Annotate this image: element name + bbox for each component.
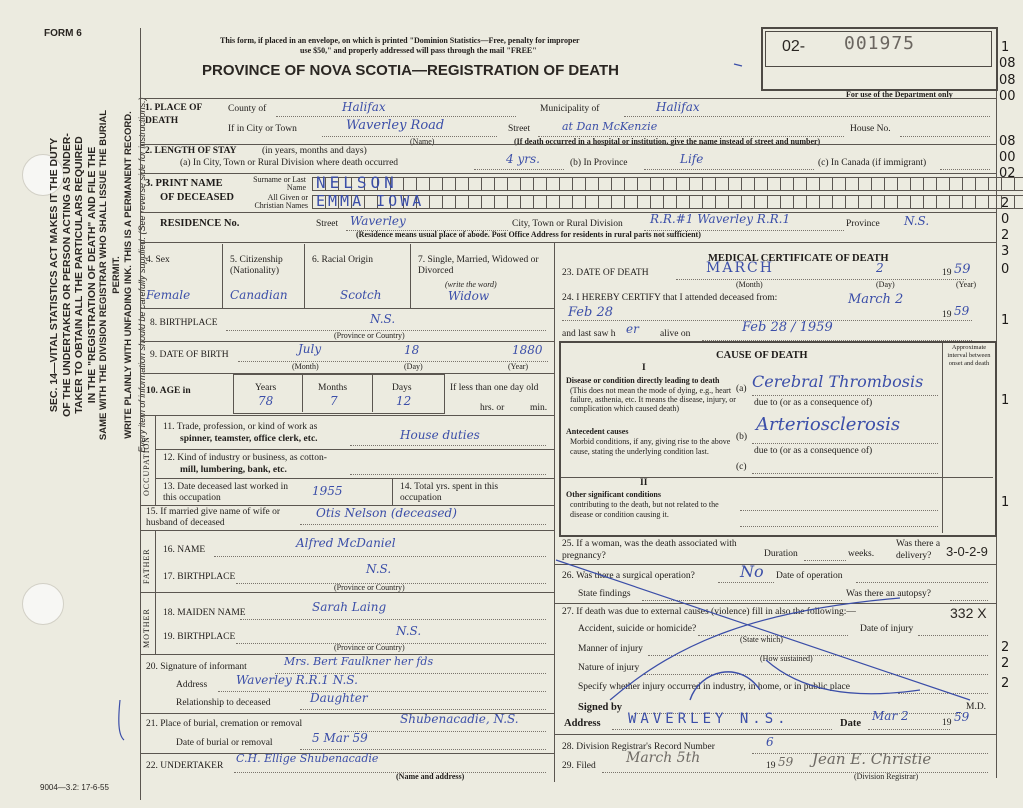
residence-city-value[interactable]: R.R.#1 Waverley R.R.1 (650, 212, 791, 226)
div-record-value[interactable]: 6 (766, 735, 774, 749)
margin-code: 08 (999, 73, 1016, 88)
interval-note: Approximate interval between onset and death (947, 344, 991, 367)
due-to-a: due to (or as a consequence of) (754, 398, 873, 408)
given-label: All Given or Christian Names (254, 193, 308, 210)
page-title: PROVINCE OF NOVA SCOTIA—REGISTRATION OF DEATH (202, 62, 619, 79)
father-name-value[interactable]: Alfred McDaniel (296, 536, 396, 550)
pregnancy-label: 25. If a woman, was the death associated with pregnancy? (562, 539, 737, 561)
signed-label: Signed by (578, 702, 623, 713)
trade-sub: spinner, teamster, office clerk, etc. (180, 434, 318, 444)
sidebar-line: Every item of information should be carefully supplied. (See reverse side for instructions.) (136, 97, 147, 453)
other-label: Other significant conditions (566, 490, 661, 499)
due-to-b: due to (or as a consequence of) (754, 446, 873, 456)
residence-province-value[interactable]: N.S. (904, 214, 930, 228)
attend-year-prefix: 19 (942, 310, 952, 320)
industry-sub: mill, lumbering, bank, etc. (180, 465, 287, 475)
mother-birthplace-sub: (Province or Country) (334, 643, 405, 652)
sidebar-line: OF THE UNDERTAKER OR PERSON ACTING AS UNDER- (60, 133, 73, 417)
last-worked-value[interactable]: 1955 (312, 484, 343, 498)
undertaker-value[interactable]: C.H. Ellige Shubenacadie (236, 752, 379, 765)
dod-day-sub: (Day) (876, 280, 895, 289)
form-label: FORM 6 (44, 28, 82, 39)
sidebar-line: IN THE "REGISTRATION OF DEATH" AND FILE THE (85, 146, 98, 404)
dod-year-sub: (Year) (956, 280, 977, 289)
age-label: 10. AGE in (146, 386, 191, 396)
sex-label: 4. Sex (146, 255, 170, 265)
age-months-value[interactable]: 7 (330, 394, 338, 408)
state-findings-label: State findings (578, 589, 631, 599)
med-address-label: Address (564, 718, 601, 729)
margin-code: 00 (999, 150, 1016, 165)
div-record-label: 28. Division Registrar's Record Number (562, 742, 715, 752)
footer-code: 9004—3.2: 17-6-55 (40, 783, 109, 792)
municipality-value[interactable]: Halifax (656, 100, 700, 114)
manner-label: Manner of injury (578, 644, 643, 654)
length-of-stay-label: 2. LENGTH OF STAY (145, 146, 237, 156)
dob-day[interactable]: 18 (404, 343, 420, 357)
med-date-value[interactable]: Mar 2 (872, 709, 909, 723)
margin-code: 2 (1001, 640, 1010, 655)
med-date-prefix: 19 (942, 718, 952, 728)
print-name-label: 3. PRINT NAME (145, 178, 223, 189)
birthplace-label: 8. BIRTHPLACE (150, 318, 218, 328)
margin-code: 2 (1001, 656, 1010, 671)
burial-place-value[interactable]: Shubenacadie, N.S. (400, 712, 519, 726)
margin-code: 08 (999, 56, 1016, 71)
stay-city-value[interactable]: 4 yrs. (506, 152, 540, 166)
dob-month[interactable]: July (298, 342, 322, 356)
dod-year-prefix: 19 (942, 268, 952, 278)
signed-suffix: M.D. (966, 702, 987, 712)
trade-label: 11. Trade, profession, or kind of work as (163, 422, 318, 432)
surgery-value[interactable]: No (740, 562, 764, 581)
relationship-label: Relationship to deceased (176, 698, 271, 708)
cause-c-marker: (c) (736, 462, 747, 472)
marital-value[interactable]: Widow (448, 289, 490, 303)
cause-ii: II (640, 478, 648, 488)
place-of-death-label: 1. PLACE OF DEATH (145, 103, 202, 126)
dob-year-sub: (Year) (508, 362, 529, 371)
margin-code: 1 (1001, 313, 1010, 328)
informant-sig-value[interactable]: Mrs. Bert Faulkner her fds (284, 655, 434, 668)
mother-birthplace-value[interactable]: N.S. (396, 624, 422, 638)
burial-place-label: 21. Place of burial, cremation or removal (146, 719, 303, 729)
age-days-label: Days (392, 383, 412, 393)
informant-address-label: Address (176, 680, 208, 690)
cause-b-marker: (b) (736, 432, 748, 442)
margin-code: 02 (999, 166, 1016, 181)
father-name-label: 16. NAME (163, 545, 206, 555)
residence-label: RESIDENCE No. (160, 218, 240, 229)
father-birthplace-sub: (Province or Country) (334, 583, 405, 592)
dob-year[interactable]: 1880 (512, 343, 543, 357)
attend-year[interactable]: 59 (954, 304, 970, 318)
alive-value[interactable]: Feb 28 / 1959 (742, 320, 833, 335)
informant-address-value[interactable]: Waverley R.R.1 N.S. (236, 673, 358, 687)
registration-number: 001975 (844, 33, 916, 54)
attend-from[interactable]: Feb 28 (568, 305, 613, 320)
city-label: If in City or Town (228, 124, 297, 134)
margin-code: 3 (1001, 244, 1010, 259)
mother-birthplace-label: 19. BIRTHPLACE (163, 632, 236, 642)
marital-sub: (write the word) (445, 280, 497, 289)
cause-a-marker: (a) (736, 384, 747, 394)
print-name-label-2: OF DECEASED (160, 192, 234, 203)
med-date-year[interactable]: 59 (954, 710, 970, 724)
weeks-label: weeks. (848, 549, 875, 559)
margin-code: 2 (1001, 676, 1010, 691)
undertaker-sub: (Name and address) (396, 772, 465, 781)
other-note: contributing to the death, but not related to the disease or condition causing it. (570, 500, 719, 519)
how-sustained: (How sustained) (760, 654, 813, 663)
duration-label: Duration (764, 549, 798, 559)
attend-to[interactable]: March 2 (848, 292, 904, 307)
margin-code: 1 (1001, 40, 1010, 55)
margin-code: 1 (1001, 393, 1010, 408)
specify-label: Specify whether injury occurred in industry, in home, or in public place (578, 682, 850, 692)
external-label: 27. If death was due to external causes (violence) fill in also the following:— (562, 607, 856, 617)
med-date-label: Date (840, 718, 861, 729)
date-of-death-label: 23. DATE OF DEATH (562, 268, 649, 278)
margin-code: 0 (1001, 262, 1010, 277)
residence-street-value[interactable]: Waverley (350, 214, 406, 228)
surname-value[interactable]: NELSON (316, 173, 398, 192)
medical-title: MEDICAL CERTIFICATE OF DEATH (708, 253, 889, 264)
cause-i: I (642, 363, 646, 373)
origin-label: 6. Racial Origin (312, 255, 373, 265)
house-label: House No. (850, 124, 891, 134)
mother-name-label: 18. MAIDEN NAME (163, 608, 246, 618)
department-note: For use of the Department only (846, 90, 953, 99)
dod-month-sub: (Month) (736, 280, 763, 289)
disease-note: (This does not mean the mode of dying, e.g., heart failure, asthenia, etc. It means the disease, injury, or complication which caused death) (570, 386, 736, 413)
cause-b-value[interactable]: Arteriosclerosis (756, 414, 901, 435)
attend-label: 24. I HEREBY CERTIFY that I attended deceased from: (562, 293, 778, 303)
citizenship-label: 5. Citizenship (Nationality) (230, 255, 283, 276)
dod-day[interactable]: 2 (876, 261, 884, 275)
min-label: min. (530, 403, 548, 413)
occupation-side-label: OCCUPATION (142, 436, 151, 496)
burial-date-value[interactable]: 5 Mar 59 (312, 731, 368, 745)
delivery-label: Was there a delivery? (896, 539, 941, 561)
father-birthplace-value[interactable]: N.S. (366, 562, 392, 576)
city-value[interactable]: Waverley Road (346, 118, 445, 133)
length-of-stay-sub: (in years, months and days) (262, 146, 367, 156)
sidebar-line: WRITE PLAINLY WITH UNFADING INK. THIS IS A PERMANENT RECORD. (123, 111, 134, 439)
relationship-value[interactable]: Daughter (310, 691, 368, 705)
father-side-label: FATHER (142, 548, 151, 584)
registration-prefix: 02- (782, 38, 806, 55)
alive-label: alive on (660, 329, 691, 339)
delivery-code: 3-0-2-9 (946, 544, 988, 559)
stay-city-label: (a) In City, Town or Rural Division where death occurred (180, 158, 399, 168)
institution-note: (If death occurred in a hospital or institution, give the name instead of street and number) (514, 137, 821, 146)
mother-name-value[interactable]: Sarah Laing (312, 600, 387, 614)
mother-side-label: MOTHER (142, 608, 151, 648)
residence-street-label: Street (316, 219, 339, 229)
birthplace-value[interactable]: N.S. (370, 312, 396, 326)
given-value[interactable]: EMMA IOWA (316, 192, 425, 210)
father-birthplace-label: 17. BIRTHPLACE (163, 572, 236, 582)
state-which: (State which) (740, 635, 783, 644)
county-label: County of (228, 104, 267, 114)
registrar-sub: (Division Registrar) (854, 772, 919, 781)
dob-label: 9. DATE OF BIRTH (150, 350, 229, 360)
marital-label: 7. Single, Married, Widowed or Divorced (418, 255, 539, 276)
last-worked-label: 13. Date deceased last worked in this occupation (163, 482, 289, 503)
spouse-label: 15. If married give name of wife or husband of deceased (146, 507, 281, 528)
dob-day-sub: (Day) (404, 362, 423, 371)
accident-label: Accident, suicide or homicide? (578, 624, 697, 634)
sidebar-line: SAME WITH THE DIVISION REGISTRAR WHO SHALL ISSUE THE BURIAL PERMIT. (98, 109, 122, 441)
envelope-note: This form, if placed in an envelope, on which is printed "Dominion Statistics—Free, penalty for improper (220, 36, 580, 45)
age-years-label: Years (255, 383, 277, 393)
sidebar-line: SEC. 14—VITAL STATISTICS ACT MAKES IT THE DUTY (48, 137, 60, 413)
stay-canada-label: (c) In Canada (if immigrant) (818, 158, 927, 168)
informant-sig-label: 20. Signature of informant (146, 662, 247, 672)
trade-value[interactable]: House duties (400, 428, 480, 442)
burial-date-label: Date of burial or removal (176, 738, 273, 748)
envelope-note: use $50," and properly addressed will pass through the mail "FREE" (300, 46, 537, 55)
less-day-label: If less than one day old (450, 383, 539, 393)
dob-month-sub: (Month) (292, 362, 319, 371)
margin-code: 1 (1001, 495, 1010, 510)
registrar-signature[interactable]: Jean E. Christie (812, 750, 932, 768)
age-days-value[interactable]: 12 (396, 394, 412, 408)
sidebar-line: TAKER TO OBTAIN ALL THE PARTICULARS REQUIRED (73, 136, 85, 414)
last-saw-her[interactable]: er (626, 322, 639, 336)
citizenship-value[interactable]: Canadian (230, 288, 288, 302)
filed-year-prefix: 19 (766, 761, 776, 771)
cause-a-value[interactable]: Cerebral Thrombosis (752, 372, 924, 391)
dod-month[interactable]: MARCH (706, 260, 774, 276)
age-months-label: Months (318, 383, 348, 393)
hrs-label: hrs. or (480, 403, 505, 413)
injury-date-label: Date of injury (860, 624, 914, 634)
birthplace-sub: (Province or Country) (334, 331, 405, 340)
name-sublabel: (Name) (410, 137, 435, 146)
stay-province-value[interactable]: Life (680, 152, 704, 166)
stay-province-label: (b) In Province (570, 158, 628, 168)
nature-label: Nature of injury (578, 663, 640, 673)
cause-title: CAUSE OF DEATH (716, 350, 808, 361)
filed-year[interactable]: 59 (778, 755, 794, 769)
surgery-label: 26. Was there a surgical operation? (562, 571, 695, 581)
margin-code: 00 (999, 89, 1016, 104)
county-value[interactable]: Halifax (342, 100, 386, 114)
external-code: 332 X (950, 605, 987, 621)
surname-label: Surname or Last Name (253, 175, 306, 192)
age-years-value[interactable]: 78 (258, 394, 274, 408)
antecedent-note: Morbid conditions, if any, giving rise to the above cause, stating the underlying condition last. (570, 437, 731, 456)
residence-city-label: City, Town or Rural Division (512, 219, 623, 229)
undertaker-label: 22. UNDERTAKER (146, 761, 224, 771)
disease-label: Disease or condition directly leading to death (566, 376, 720, 385)
residence-province-label: Province (846, 219, 880, 229)
filed-label: 29. Filed (562, 761, 596, 771)
margin-code: 08 (999, 134, 1016, 149)
op-date-label: Date of operation (776, 571, 843, 581)
municipality-label: Municipality of (540, 104, 600, 114)
origin-value[interactable]: Scotch (340, 288, 382, 302)
spouse-value[interactable]: Otis Nelson (deceased) (316, 506, 457, 520)
filed-value[interactable]: March 5th (626, 750, 701, 766)
residence-note: (Residence means usual place of abode. Post Office Address for residents in rural parts not sufficient) (356, 230, 701, 239)
street-label: Street (508, 124, 531, 134)
sex-value[interactable]: Female (146, 288, 191, 302)
antecedent-label: Antecedent causes (566, 427, 629, 436)
street-value[interactable]: at Dan McKenzie (562, 120, 658, 133)
dod-year[interactable]: 59 (954, 262, 971, 277)
industry-label: 12. Kind of industry or business, as cotton- (163, 453, 327, 463)
last-saw-label: and last saw h (562, 329, 616, 339)
margin-code: 2 (1001, 228, 1010, 243)
margin-code: 0 (1001, 212, 1010, 227)
autopsy-label: Was there an autopsy? (846, 589, 931, 599)
total-years-label: 14. Total yrs. spent in this occupation (400, 482, 499, 503)
margin-code: 2 (1001, 196, 1010, 211)
med-address-value[interactable]: WAVERLEY N.S. (628, 711, 790, 727)
